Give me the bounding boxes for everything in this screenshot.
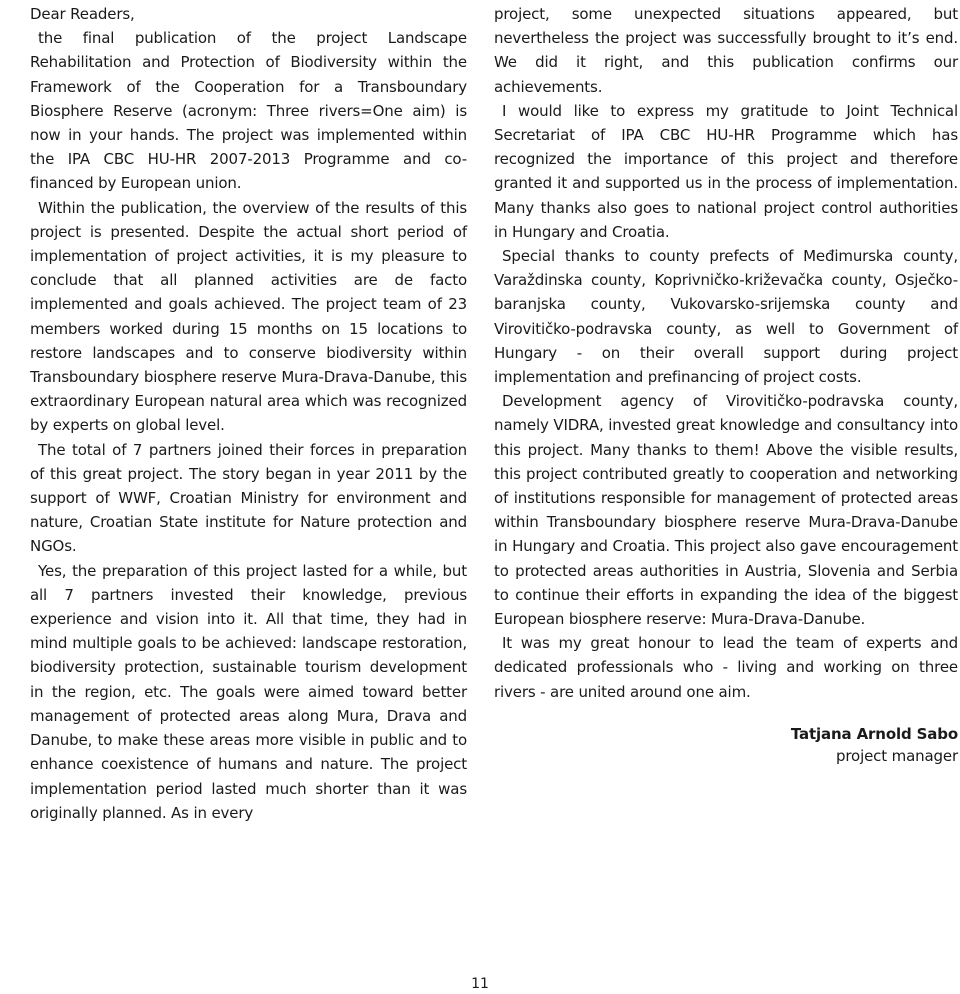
partners-sentence-story: The story began in year 2011 by the support of WWF, Croatian Ministry for environment and nature, Croatian State institute for Nature protection and NGOs. [30, 464, 467, 556]
preparation-sentence-vision: Yes, the preparation of this project lasted for a while, but all 7 partners invested their knowledge, previous experience and vision into it. [30, 561, 467, 629]
special-thanks-paragraph: Special thanks to county prefects of Međimurska county, Varaždinska county, Koprivničko-križevačka county, Osječko-baranjska county, Vukovarsko-srijemska county and Virovitičko-podravska county, as well to Government of Hungary - on their overall support during project implementation and prefinancing of project costs. [494, 247, 958, 387]
results-sentence-team: The project team of 23 members worked during 15 months on 15 locations to restore landscapes and to conserve biodiversity within Transboundary biosphere reserve Mura-Drava-Danube, this extraordinary European natural area which was recognized by experts on global level. [30, 295, 467, 435]
development-agency-paragraph: Development agency of Virovitičko-podravska county, namely VIDRA, invested great knowledge and consultancy into this project. Many thanks to them! Above the visible results, this project contributed greatly to cooperation and networking of institutions responsible for management of protected areas within Transboundary biosphere reserve Mura-Drava-Danube in Hungary and Croatia. This project also gave encouragement to protected areas authorities in Austria, Slovenia and Serbia to continue their efforts in expanding the idea of the biggest European biosphere reserve: Mura-Drava-Danube. [494, 392, 958, 629]
greeting: Dear Readers, [30, 5, 135, 23]
results-sentence-conclusion: Despite the actual short period of implementation of project activities, it is my pleasure to conclude that all planned activities are de facto implemented and goals achieved. [30, 222, 467, 314]
signature-role: project manager [836, 746, 958, 765]
preparation-paragraph [30, 559, 467, 825]
partners-paragraph [30, 438, 467, 559]
signature-name: Tatjana Arnold Sabo [790, 724, 958, 743]
gratitude-paragraph: I would like to express my gratitude to Joint Technical Secretariat of IPA CBC HU-HR Programme which has recognized the importance of this project and therefore granted it and supported us in the process of implementation. Many thanks also goes to national project control authorities in Hungary and Croatia. [494, 101, 958, 241]
page-number: 11 [471, 976, 489, 992]
signature-block [494, 722, 958, 766]
preparation-sentence-period: The project implementation period lasted much shorter than it was originally planned. As in every [30, 755, 467, 822]
intro-paragraph: the final publication of the project Landscape Rehabilitation and Protection of Biodiversity within the Framework of the Cooperation for a Transboundary Biosphere Reserve (acronym: Three rivers=One aim) is now in your hands. The project was implemented within the IPA CBC HU-HR 2007-2013 Programme and co-financed by European union. [30, 29, 467, 193]
partners-sentence-total: The total of 7 partners joined their forces in preparation of this great project. [30, 440, 467, 483]
right-column [494, 2, 958, 766]
preparation-sentence-goals: All that time, they had in mind multiple goals to be achieved: landscape restoration, biodiversity protection, sustainable tourism development in the region, etc. The goals were aimed toward better management of protected areas along Mura, Drava and Danube, to make these areas more visible in public and to enhance coexistence of humans and nature. [30, 610, 467, 774]
results-sentence-overview: Within the publication, the overview of the results of this project is presented. [30, 198, 467, 241]
results-paragraph [30, 196, 467, 438]
left-column [30, 2, 467, 825]
continuation-paragraph: project, some unexpected situations appeared, but nevertheless the project was successfully brought to it’s end. We did it right, and this publication confirms our achievements. [494, 5, 958, 96]
honour-paragraph: It was my great honour to lead the team of experts and dedicated professionals who - living and working on three rivers - are united around one aim. [494, 634, 958, 701]
